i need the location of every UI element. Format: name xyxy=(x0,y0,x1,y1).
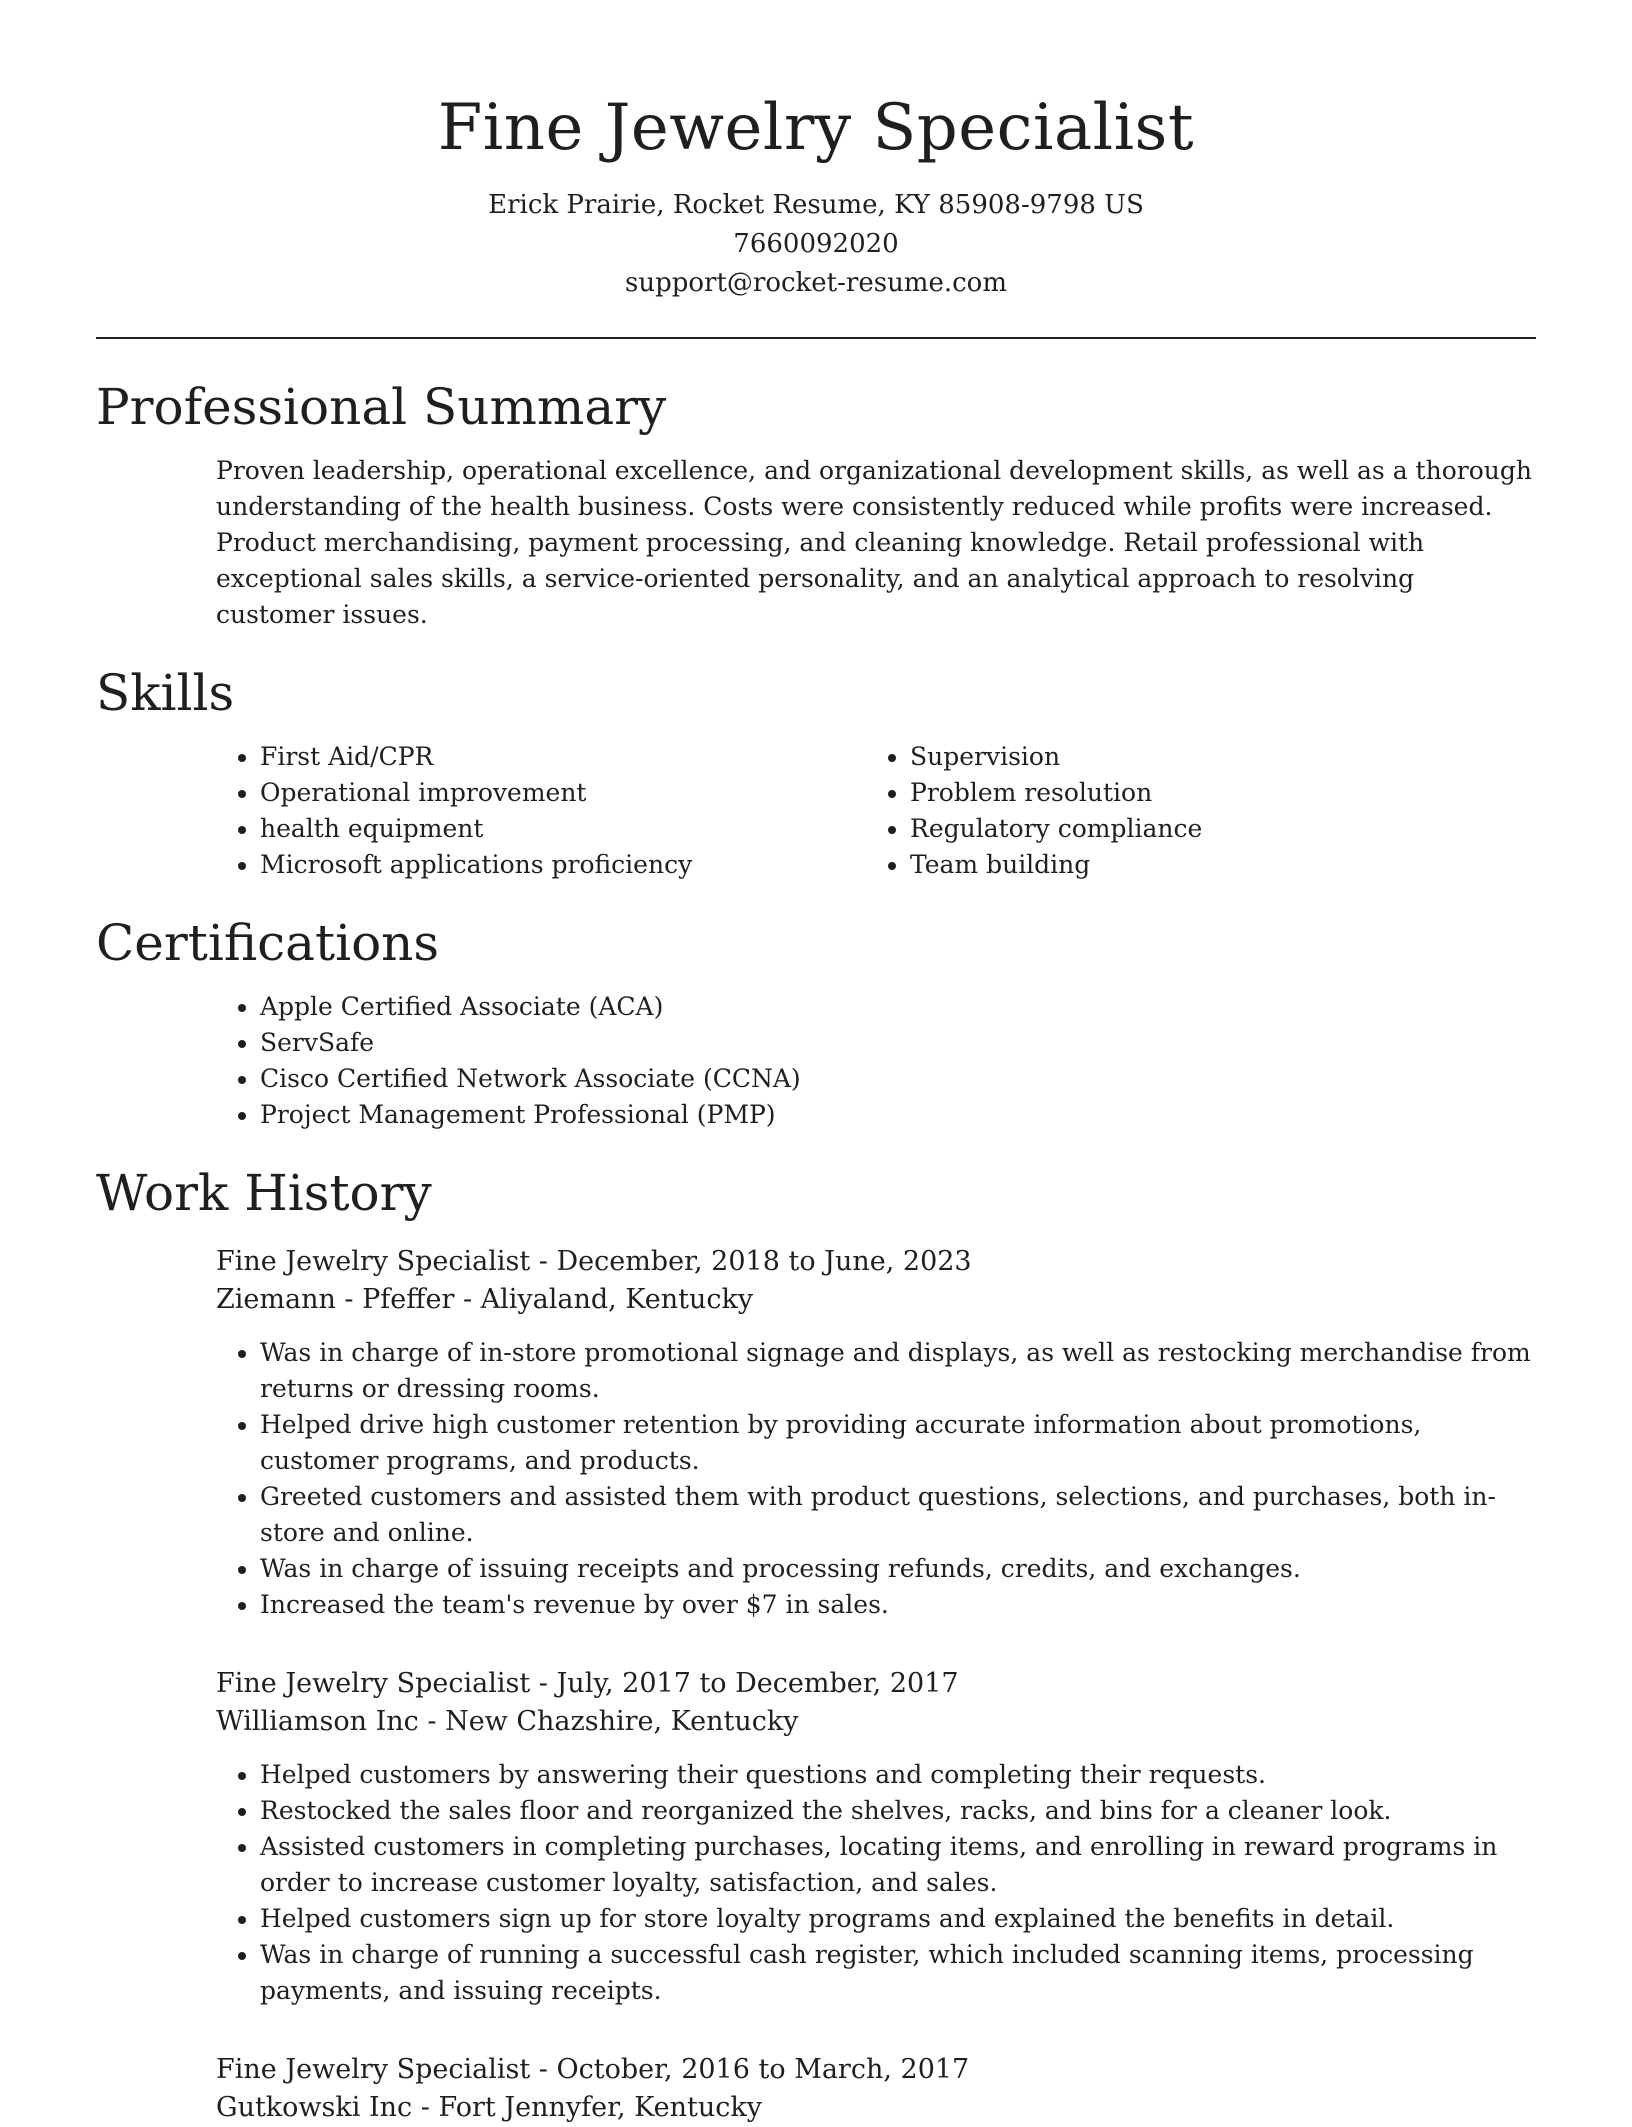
job-dates: - December, 2018 to June, 2023 xyxy=(530,1246,972,1277)
contact-address: Erick Prairie, Rocket Resume, KY 85908-9798 US xyxy=(488,190,1144,220)
job-duty: • Increased the team's revenue by over $7 in sales. xyxy=(260,1587,1536,1623)
job-duty: • Greeted customers and assisted them with product questions, selections, and purchases, both in-store and online. xyxy=(260,1479,1536,1551)
skill-item: • Supervision xyxy=(910,739,1410,775)
job-duty: • Was in charge of running a successful cash register, which included scanning items, processing payments, and issuing receipts. xyxy=(260,1937,1536,2009)
job-duty: • Assisted customers in completing purchases, locating items, and enrolling in reward programs in order to increase customer loyalty, satisfaction, and sales. xyxy=(260,1829,1536,1901)
certifications-heading: Certifications xyxy=(96,914,440,972)
job-entry xyxy=(216,1243,1536,1623)
contact-block xyxy=(96,186,1536,303)
certifications-list xyxy=(96,989,1536,1133)
job-title: Fine Jewelry Specialist xyxy=(216,1668,531,1699)
resume-page xyxy=(96,80,1536,2127)
job-duty: • Helped customers sign up for store loyalty programs and explained the benefits in detail. xyxy=(260,1901,1536,1937)
job-location: - New Chazshire, Kentucky xyxy=(418,1706,799,1737)
skill-item: • Problem resolution xyxy=(910,775,1410,811)
certification-item: • Project Management Professional (PMP) xyxy=(260,1097,1536,1133)
skills-right-column xyxy=(746,739,1410,883)
job-title-line xyxy=(216,2051,1536,2089)
job-title: Fine Jewelry Specialist xyxy=(216,2054,531,2085)
job-duty: • Helped customers by answering their questions and completing their requests. xyxy=(260,1757,1536,1793)
skill-item: • Team building xyxy=(910,847,1410,883)
skills-grid xyxy=(96,739,1536,883)
job-location: - Aliyaland, Kentucky xyxy=(454,1284,754,1315)
work-history-section xyxy=(96,1161,1536,2127)
job-company-line xyxy=(216,1281,1536,1319)
summary-section xyxy=(96,375,1536,633)
job-duty: • Restocked the sales floor and reorganized the shelves, racks, and bins for a cleaner look. xyxy=(260,1793,1536,1829)
skill-item: • health equipment xyxy=(260,811,746,847)
skill-item: • First Aid/CPR xyxy=(260,739,746,775)
job-title-line xyxy=(216,1665,1536,1703)
work-history-heading: Work History xyxy=(96,1164,432,1222)
job-duty: • Was in charge of in-store promotional signage and displays, as well as restocking merchandise from returns or dressing rooms. xyxy=(260,1335,1536,1407)
job-company-line xyxy=(216,1703,1536,1741)
header-divider xyxy=(96,337,1536,339)
job-company: Ziemann - Pfeffer xyxy=(216,1284,455,1315)
job-duties-list xyxy=(216,1757,1536,2009)
skills-section xyxy=(96,661,1536,883)
skills-heading: Skills xyxy=(96,664,235,722)
contact-phone: 7660092020 xyxy=(733,229,899,259)
contact-email: support@rocket-resume.com xyxy=(624,268,1007,298)
job-location: - Fort Jennyfer, Kentucky xyxy=(412,2092,762,2123)
job-company-line xyxy=(216,2089,1536,2127)
certification-item: • ServSafe xyxy=(260,1025,1536,1061)
job-duty: • Was in charge of issuing receipts and processing refunds, credits, and exchanges. xyxy=(260,1551,1536,1587)
resume-title: Fine Jewelry Specialist xyxy=(437,91,1195,165)
job-company: Williamson Inc xyxy=(216,1706,419,1737)
summary-text: Proven leadership, operational excellence, and organizational development skills, as well as a thorough understanding of the health business. Costs were consistently reduced while profits were increased. Product merchandising, payment processing, and cleaning knowledge. Retail professional with exceptional sales skills, a service-oriented personality, and an analytical approach to resolving customer issues. xyxy=(216,456,1532,629)
summary-heading: Professional Summary xyxy=(96,378,667,436)
certifications-section xyxy=(96,911,1536,1133)
job-entry xyxy=(216,1665,1536,2009)
skills-left-column xyxy=(96,739,746,883)
job-company: Gutkowski Inc xyxy=(216,2092,413,2123)
job-title-line xyxy=(216,1243,1536,1281)
skill-item: • Operational improvement xyxy=(260,775,746,811)
resume-header xyxy=(96,80,1536,303)
certification-item: • Cisco Certified Network Associate (CCNA) xyxy=(260,1061,1536,1097)
job-title: Fine Jewelry Specialist xyxy=(216,1246,531,1277)
job-dates: - July, 2017 to December, 2017 xyxy=(530,1668,959,1699)
skill-item: • Regulatory compliance xyxy=(910,811,1410,847)
job-dates: - October, 2016 to March, 2017 xyxy=(530,2054,970,2085)
job-entry xyxy=(216,2051,1536,2127)
certification-item: • Apple Certified Associate (ACA) xyxy=(260,989,1536,1025)
job-duties-list xyxy=(216,1335,1536,1623)
job-duty: • Helped drive high customer retention by providing accurate information about promotions, customer programs, and products. xyxy=(260,1407,1536,1479)
skill-item: • Microsoft applications proficiency xyxy=(260,847,746,883)
